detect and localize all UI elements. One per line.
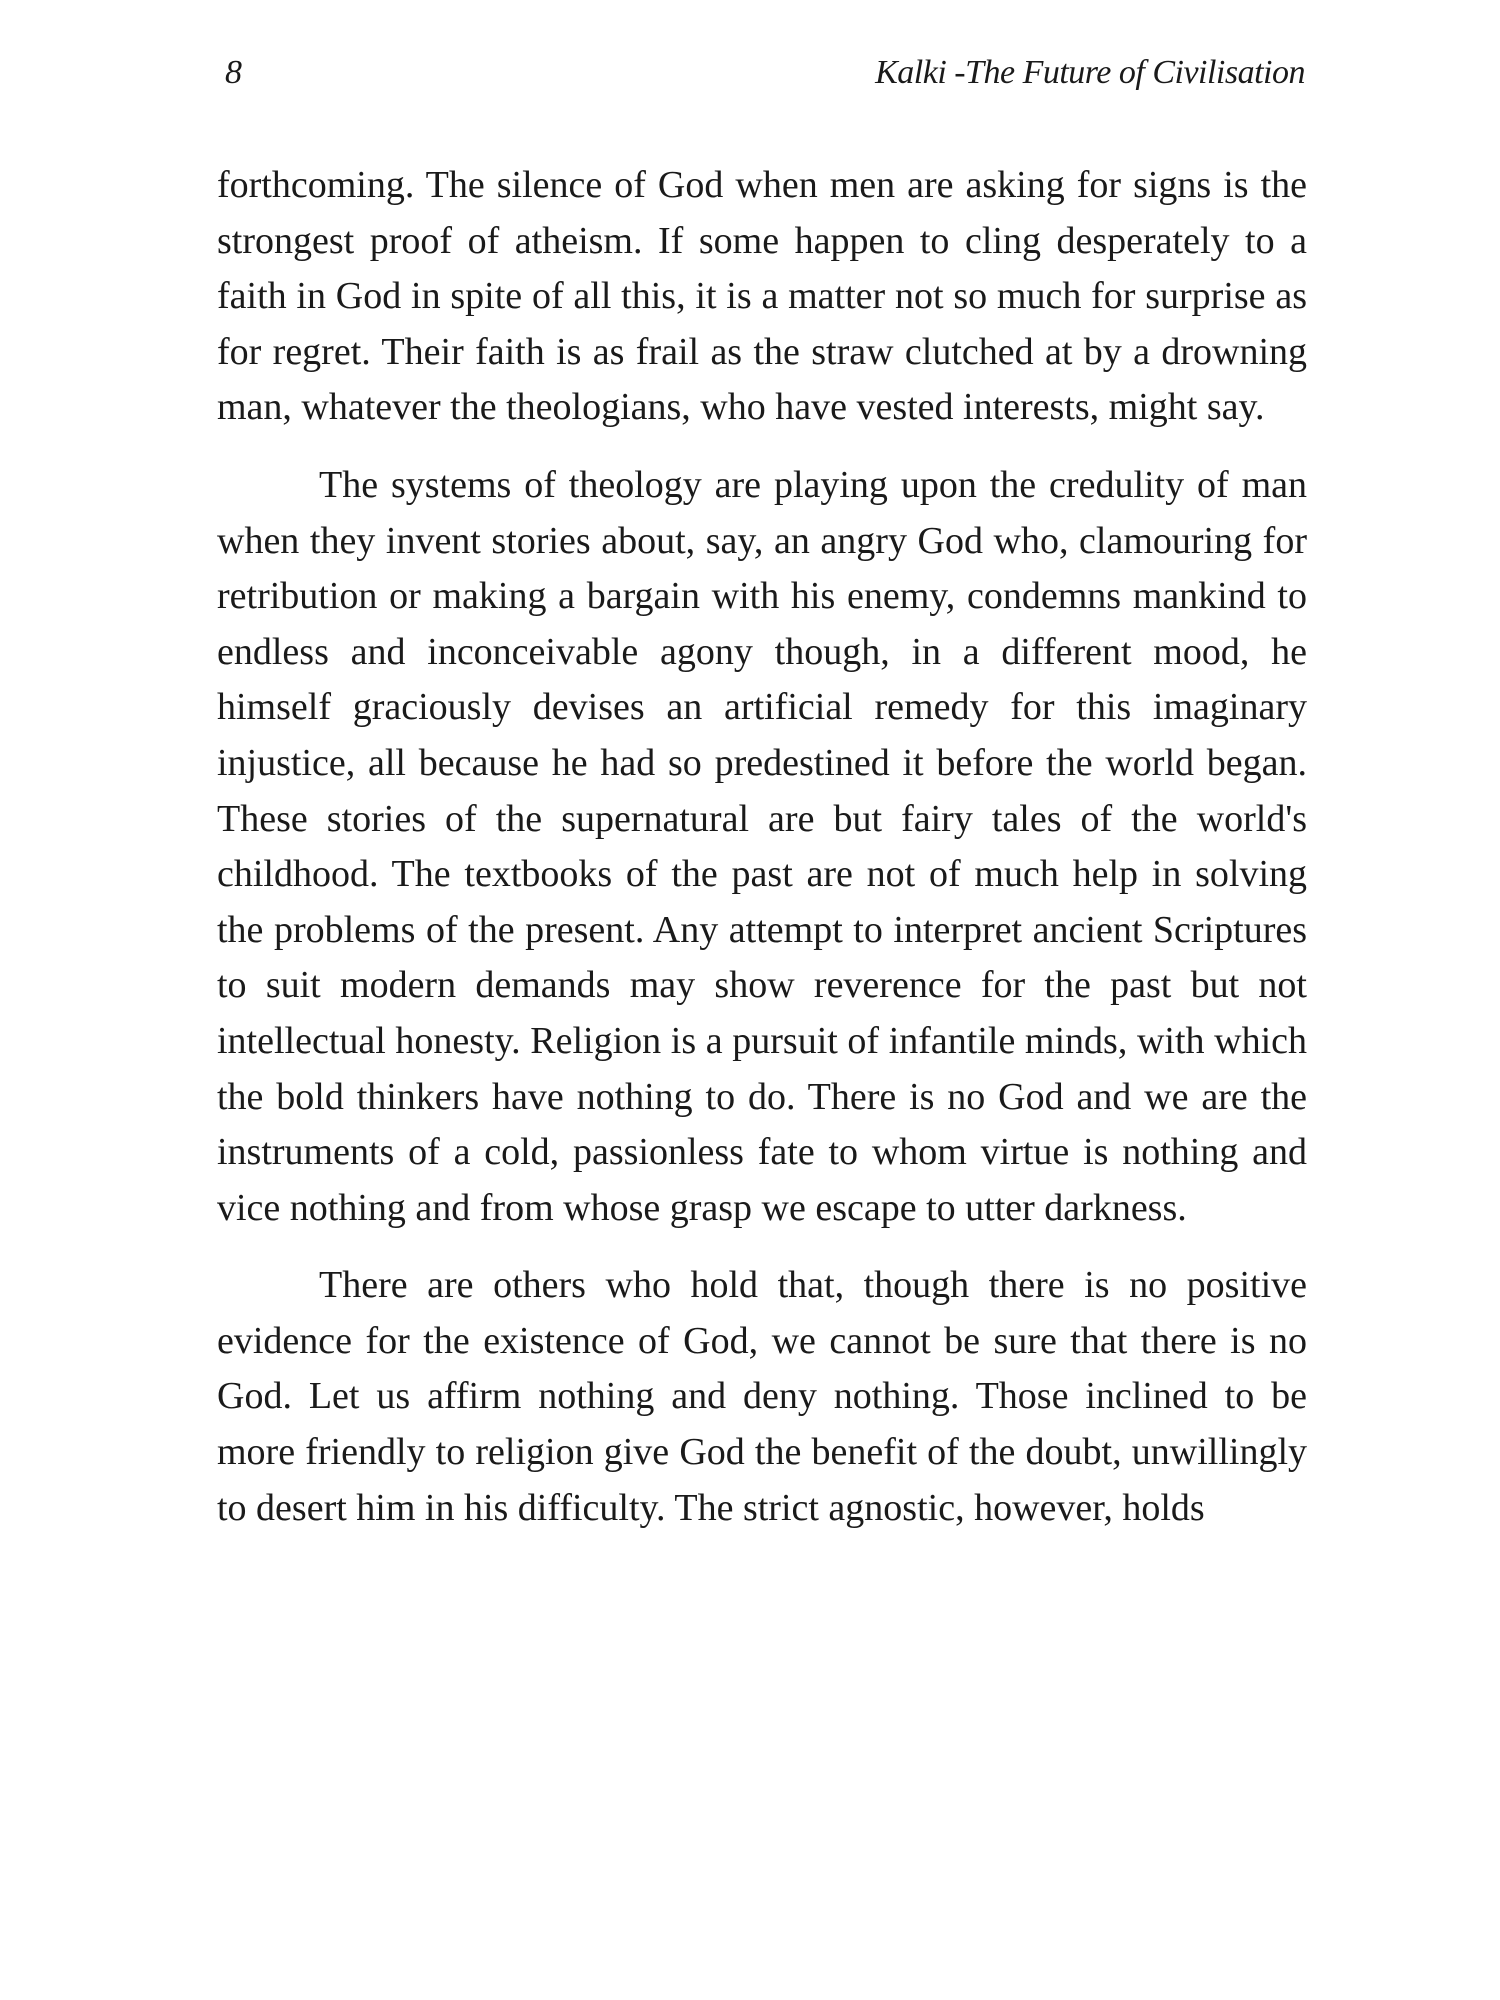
page-number: 8 xyxy=(225,54,242,91)
body-text xyxy=(217,158,1307,1536)
paragraph-1: forthcoming. The silence of God when men are asking for signs is the strongest proof of atheism. If some happen to cling desperately to a faith in God in spite of all this, it is a matter not so much for surprise as for regret. Their faith is as frail as the straw clutched at by a drowning man, whatever the theologians, who have vested interests, might say. xyxy=(217,164,1307,429)
running-head xyxy=(225,48,1305,98)
paragraph-2: The systems of theology are playing upon the credulity of man when they invent stories about, say, an angry God who, clamouring for retribution or making a bargain with his enemy, condemns mankind to endless and inconceivable agony though, in a different mood, he himself graciously devises an artificial remedy for this imaginary injustice, all because he had so predestined it before the world began. These stories of the supernatural are but fairy tales of the world's childhood. The textbooks of the past are not of much help in solving the problems of the present. Any attempt to interpret ancient Scriptures to suit modern demands may show reverence for the past but not intellectual honesty. Religion is a pursuit of infantile minds, with which the bold thinkers have nothing to do. There is no God and we are the instruments of a cold, passionless fate to whom virtue is nothing and vice nothing and from whose grasp we escape to utter darkness. xyxy=(217,463,1307,1229)
running-title: Kalki -The Future of Civilisation xyxy=(875,54,1305,91)
paragraph-3: There are others who hold that, though there is no positive evidence for the existence of God, we cannot be sure that there is no God. Let us affirm nothing and deny nothing. Those inclined to be more friendly to religion give God the benefit of the doubt, unwillingly to desert him in his difficulty. The strict agnostic, however, holds xyxy=(217,1264,1307,1529)
